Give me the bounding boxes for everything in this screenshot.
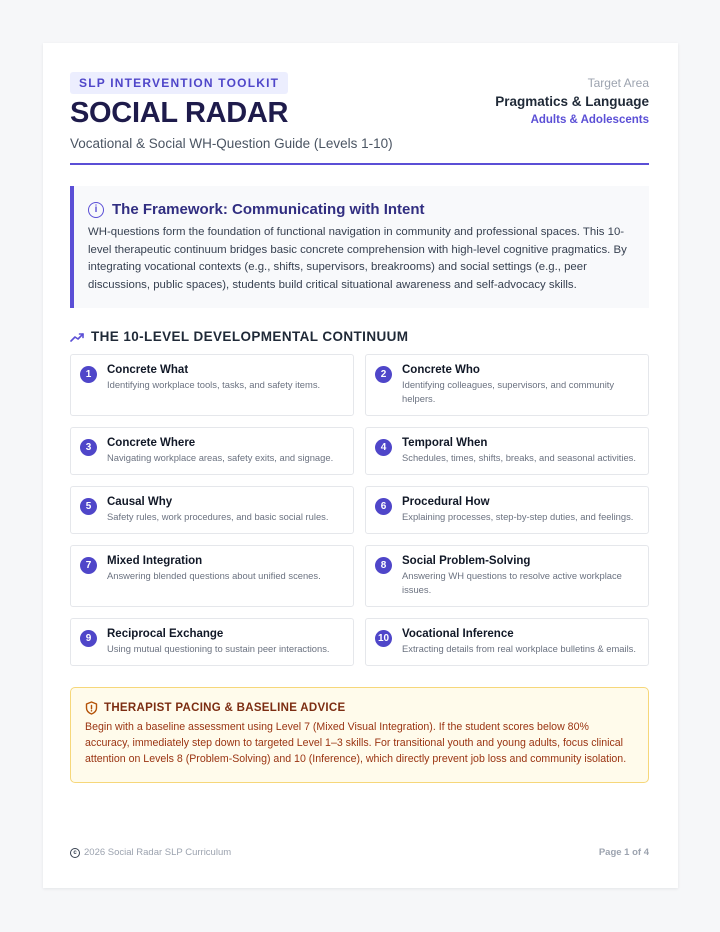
- level-title: Procedural How: [402, 496, 490, 508]
- shield-icon: [85, 701, 98, 715]
- level-title: Mixed Integration: [107, 555, 203, 567]
- continuum-heading: [70, 329, 649, 344]
- copyright-text: 2026 Social Radar SLP Curriculum: [84, 847, 232, 858]
- level-description: Identifying workplace tools, tasks, and safety items.: [107, 379, 321, 390]
- level-number: 3: [80, 439, 97, 456]
- level-grid: [70, 354, 649, 666]
- level-description: Answering blended questions about unified scenes.: [107, 570, 321, 581]
- page-title: SOCIAL RADAR: [70, 97, 289, 129]
- toolkit-tag: SLP INTERVENTION TOOLKIT: [70, 72, 288, 94]
- trending-up-icon: [70, 332, 84, 342]
- level-description: Schedules, times, shifts, breaks, and seasonal activities.: [402, 452, 636, 463]
- continuum-title: THE 10-LEVEL DEVELOPMENTAL CONTINUUM: [91, 329, 409, 344]
- level-description: Explaining processes, step-by-step duties, and feelings.: [402, 511, 634, 522]
- level-card-6: [365, 486, 649, 534]
- level-description: Navigating workplace areas, safety exits, and signage.: [107, 452, 334, 463]
- framework-body: WH-questions form the foundation of functional navigation in community and professional spaces. This 10-level therapeutic continuum bridges basic concrete comprehension with high-level cognitive pragmatics. By integrating vocational contexts (e.g., shifts, supervisors, breakrooms) and social settings (e.g., peer discussions, public spaces), students build critical situational awareness and self-advocacy skills.: [88, 226, 627, 291]
- framework-callout: [70, 186, 649, 308]
- level-title: Concrete Where: [107, 437, 196, 449]
- level-card-5: [70, 486, 354, 534]
- level-number: 2: [375, 366, 392, 383]
- level-title: Social Problem-Solving: [402, 555, 531, 567]
- level-title: Concrete What: [107, 364, 189, 376]
- level-card-9: [70, 618, 354, 666]
- level-card-4: [365, 427, 649, 475]
- framework-heading: [88, 201, 632, 218]
- level-number: 7: [80, 557, 97, 574]
- target-area-value: Pragmatics & Language: [495, 94, 649, 109]
- level-description: Identifying colleagues, supervisors, and community helpers.: [402, 379, 615, 404]
- level-description: Answering WH questions to resolve active workplace issues.: [402, 570, 622, 595]
- document-page: [43, 43, 678, 888]
- level-number: 10: [375, 630, 392, 647]
- info-icon: i: [88, 202, 104, 218]
- level-title: Reciprocal Exchange: [107, 628, 224, 640]
- advice-body: Begin with a baseline assessment using Level 7 (Mixed Visual Integration). If the student scores below 80% accuracy, immediately step down to targeted Level 1–3 skills. For transitional youth and young adults, focus clinical attention on Levels 8 (Problem-Solving) and 10 (Inference), which directly prevent job loss and community isolation.: [85, 721, 627, 765]
- level-number: 8: [375, 557, 392, 574]
- level-card-8: [365, 545, 649, 607]
- level-title: Temporal When: [402, 437, 488, 449]
- advice-callout: [70, 687, 649, 783]
- footer-copyright: [70, 847, 231, 858]
- advice-title: THERAPIST PACING & BASELINE ADVICE: [104, 702, 346, 714]
- advice-heading: [85, 701, 634, 715]
- level-number: 5: [80, 498, 97, 515]
- level-card-2: [365, 354, 649, 416]
- level-title: Causal Why: [107, 496, 173, 508]
- level-number: 9: [80, 630, 97, 647]
- level-card-3: [70, 427, 354, 475]
- page-number: Page 1 of 4: [598, 847, 649, 858]
- level-title: Vocational Inference: [402, 628, 514, 640]
- page-header: [70, 72, 649, 165]
- target-area-label: Target Area: [587, 76, 649, 90]
- framework-title: The Framework: Communicating with Intent: [112, 201, 425, 218]
- level-description: Extracting details from real workplace bulletins & emails.: [402, 643, 636, 654]
- page-content: [70, 72, 649, 783]
- level-number: 1: [80, 366, 97, 383]
- level-card-10: [365, 618, 649, 666]
- copyright-icon: c: [70, 848, 80, 858]
- level-title: Concrete Who: [402, 364, 480, 376]
- level-number: 6: [375, 498, 392, 515]
- target-area: [495, 76, 649, 126]
- target-audience: Adults & Adolescents: [530, 114, 649, 126]
- level-description: Safety rules, work procedures, and basic social rules.: [107, 511, 329, 522]
- level-description: Using mutual questioning to sustain peer interactions.: [107, 643, 330, 654]
- level-card-1: [70, 354, 354, 416]
- level-card-7: [70, 545, 354, 607]
- page-footer: [70, 847, 649, 858]
- level-number: 4: [375, 439, 392, 456]
- page-subtitle: Vocational & Social WH-Question Guide (Levels 1-10): [70, 136, 393, 151]
